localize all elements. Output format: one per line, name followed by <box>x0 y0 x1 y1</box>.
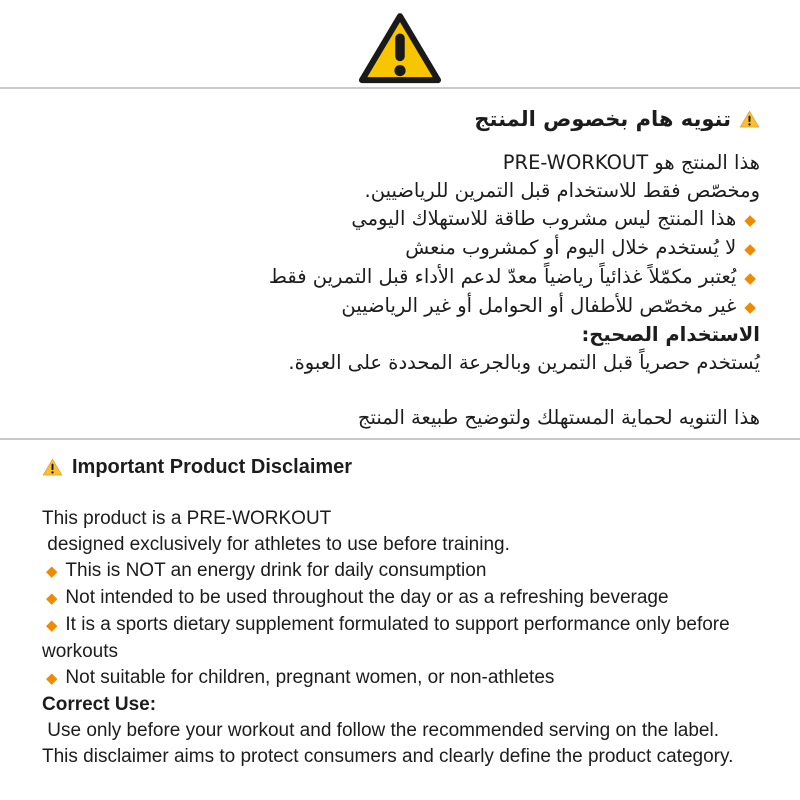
english-intro-line: designed exclusively for athletes to use before training. <box>42 534 510 555</box>
arabic-disclaimer-section <box>0 89 800 440</box>
english-bullet-text: This is NOT an energy drink for daily consumption <box>65 560 487 581</box>
arabic-bullet-text: لا يُستخدم خلال اليوم أو كمشروب منعش <box>405 236 737 259</box>
top-warning-banner <box>0 0 800 89</box>
english-bullet-item <box>42 585 776 612</box>
english-heading-text: Important Product Disclaimer <box>72 456 353 478</box>
arabic-bullet-text: هذا المنتج ليس مشروب طاقة للاستهلاك اليومي <box>351 207 737 230</box>
arabic-bullet-item <box>40 234 760 263</box>
english-bullet-item <box>42 665 776 692</box>
warning-triangle-icon <box>739 110 760 129</box>
arabic-intro-line: ومخصّص فقط للاستخدام قبل التمرين للرياضيين. <box>364 179 760 202</box>
diamond-bullet-icon: ◆ <box>46 591 58 607</box>
english-bullet-text: It is a sports dietary supplement formulated to support performance only before workouts <box>42 614 730 662</box>
arabic-bullet-item <box>40 263 760 292</box>
diamond-bullet-icon: ◆ <box>744 269 756 287</box>
english-usage-line: Use only before your workout and follow the recommended serving on the label. <box>42 720 719 741</box>
english-intro-line: This product is a PRE-WORKOUT <box>42 508 332 529</box>
english-section-heading <box>42 454 776 480</box>
diamond-bullet-icon: ◆ <box>744 298 756 316</box>
diamond-bullet-icon: ◆ <box>46 564 58 580</box>
arabic-bullet-text: غير مخصّص للأطفال أو الحوامل أو غير الرياضيين <box>341 294 737 317</box>
arabic-bullet-text: يُعتبر مكمّلاً غذائياً رياضياً معدّ لدعم الأداء قبل التمرين فقط <box>268 265 737 288</box>
english-bullet-text: Not intended to be used throughout the day or as a refreshing beverage <box>65 587 669 608</box>
arabic-closing-line: هذا التنويه لحماية المستهلك ولتوضيح طبيعة المنتج <box>357 406 760 429</box>
arabic-heading-text: تنويه هام بخصوص المنتج <box>474 107 731 131</box>
english-subheading: Correct Use: <box>42 694 157 715</box>
english-closing-line: This disclaimer aims to protect consumers and clearly define the product category. <box>42 746 734 767</box>
warning-triangle-icon <box>352 11 448 87</box>
arabic-bullet-item <box>40 205 760 234</box>
arabic-intro-line: هذا المنتج هو PRE-WORKOUT <box>502 151 760 174</box>
diamond-bullet-icon: ◆ <box>744 211 756 229</box>
english-bullet-text: Not suitable for children, pregnant women, or non-athletes <box>65 667 555 688</box>
diamond-bullet-icon: ◆ <box>46 671 58 687</box>
arabic-usage-line: يُستخدم حصرياً قبل التمرين وبالجرعة المحددة على العبوة. <box>288 351 760 374</box>
warning-triangle-icon <box>42 458 63 477</box>
diamond-bullet-icon: ◆ <box>744 240 756 258</box>
arabic-bullet-item <box>40 292 760 321</box>
english-disclaimer-section <box>0 440 800 770</box>
diamond-bullet-icon: ◆ <box>46 618 58 634</box>
arabic-subheading: الاستخدام الصحيح: <box>581 323 760 346</box>
arabic-section-heading <box>40 105 760 133</box>
english-bullet-item <box>42 612 776 665</box>
english-bullet-item <box>42 558 776 585</box>
